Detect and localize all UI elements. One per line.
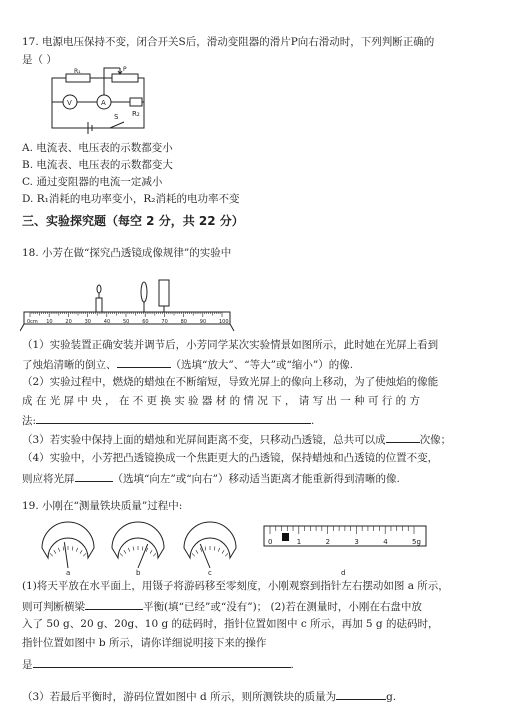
- balance-pointer-dial: [42, 522, 94, 568]
- q18-part4-line1: （4）实验中，小芳把凸透镜换成一个焦距更大的凸透镜，保持蜡烛和凸透镜的位置不变，: [22, 452, 439, 464]
- q18-blank-2[interactable]: [36, 412, 311, 424]
- q18-part3: [22, 431, 451, 447]
- q18-blank-4[interactable]: [75, 470, 113, 482]
- q19-part3-text-a: （3）若最后平衡时，游码位置如图中 d 所示，则所测铁块的质量为: [22, 691, 337, 703]
- ruler-label: 20: [65, 319, 72, 325]
- q17-stem-line2: 是（ ）: [22, 54, 57, 66]
- scale-label: 3: [354, 538, 359, 546]
- q18-part2-text-b: .: [311, 415, 315, 427]
- ruler-label: 0cm: [27, 319, 38, 325]
- ruler-label: 30: [84, 319, 91, 325]
- section-3-heading: 三、实验探究题（每空 2 分，共 22 分）: [22, 214, 244, 228]
- q19-balance-figures: [38, 518, 428, 576]
- q18-part1-text-b: （选填“放大”、“等大”或“缩小”）的像.: [170, 359, 354, 371]
- ruler-label: 100: [219, 319, 229, 325]
- q19-part1-line1: (1)将天平放在水平面上，用镊子将游码移至零刻度，小刚观察到指针左右摆动如图 a 所示，: [22, 580, 449, 592]
- figure-label: b: [136, 569, 141, 576]
- ruler-label: 90: [199, 319, 207, 325]
- scale-label: 1: [296, 538, 302, 546]
- q17-option-d: D. R₁消耗的电功率变小，R₂消耗的电功率不变: [22, 193, 240, 205]
- q19-part1-line2: [22, 598, 422, 614]
- q17-circuit-diagram: [44, 66, 156, 136]
- q18-blank-1[interactable]: [117, 356, 171, 368]
- q18-part4-text-b: （选填“向左”或“向右”）移动适当距离才能重新得到清晰的像.: [112, 473, 400, 485]
- scale-label: 2: [325, 538, 331, 546]
- q18-part2-line1: （2）实验过程中，燃烧的蜡烛在不断缩短，导致光屏上的像向上移动，为了使烛焰的像能: [22, 376, 439, 388]
- q19-part1-line4: 指针位置如图中 b 所示，请你详细说明接下来的操作: [22, 637, 267, 649]
- q19-part1-text-a: 则可判断横梁: [22, 601, 85, 613]
- q18-optical-bench: [20, 274, 235, 334]
- label-r2: R₂: [132, 110, 140, 118]
- q17-option-b: B. 电流表、电压表的示数都变大: [22, 159, 173, 171]
- q19-part1-text-e-b: .: [290, 659, 294, 671]
- q17-option-c: C. 通过变阻器的电流一定减小: [22, 176, 163, 188]
- label-a: A: [101, 99, 106, 107]
- figure-label: c: [208, 569, 212, 576]
- scale-label: 4: [383, 538, 388, 546]
- figure-label: a: [66, 569, 71, 576]
- q18-part1-line1: （1）实验装置正确安装并调节后，小芳同学某次实验情景如图所示，此时她在光屏上看到: [22, 339, 439, 351]
- q18-part4-line2: [22, 470, 400, 486]
- q18-part1-line2: [22, 356, 353, 372]
- label-s: S: [114, 113, 119, 121]
- figure-label: d: [341, 569, 346, 576]
- q19-part1-text-e-a: 是: [22, 659, 33, 671]
- scale-label: 0: [268, 538, 273, 546]
- q19-blank-3[interactable]: [336, 688, 386, 700]
- q18-part1-text-a: 了烛焰清晰的倒立、: [22, 359, 117, 371]
- q19-stem: 19. 小刚在“测量铁块质量”过程中:: [22, 500, 183, 512]
- q18-part3-text-b: 次像；: [419, 434, 452, 446]
- label-v: V: [67, 99, 72, 107]
- ruler-label: 80: [180, 319, 187, 325]
- ruler-label: 10: [46, 319, 53, 325]
- ruler-label: 60: [142, 319, 149, 325]
- scale-label: 5g: [412, 538, 421, 546]
- ruler-label: 70: [161, 319, 168, 325]
- q17-option-a: A. 电流表、电压表的示数都变小: [22, 142, 173, 154]
- q19-blank-2[interactable]: [33, 656, 291, 668]
- q19-part1-text-b: 平衡(填“已经”或“没有”)； (2)若在测量时，小刚在右盘中放: [143, 601, 422, 613]
- ruler-label: 50: [123, 319, 130, 325]
- q18-part2-line2: 成 在 光 屏 中 央 ， 在 不 更 换 实 验 器 材 的 情 况 下 ， 请 写 出 一 种 可 行 的 方: [22, 395, 420, 407]
- balance-pointer-dial: [184, 522, 236, 568]
- ruler-label: 40: [103, 319, 111, 325]
- q19-part1-line5: [22, 656, 294, 672]
- q18-part3-text-a: （3）若实验中保持上面的蜡烛和光屏间距离不变，只移动凸透镜，总共可以成: [22, 434, 386, 446]
- q18-part4-text-a: 则应将光屏: [22, 473, 75, 485]
- balance-pointer-dial: [112, 522, 164, 568]
- q19-part3: [22, 688, 396, 704]
- q18-part2-line3: [22, 412, 314, 428]
- label-r1: R₁: [74, 68, 81, 75]
- q19-blank-1[interactable]: [85, 598, 143, 610]
- q18-stem: 18. 小芳在做“探究凸透镜成像规律”的实验中: [22, 247, 232, 259]
- rider-icon: [282, 533, 289, 541]
- q17-stem-line1: 17. 电源电压保持不变，闭合开关S后，滑动变阻器的滑片P向右滑动时，下列判断正确的: [22, 36, 435, 48]
- q19-part1-line3: 入了 50 g、20 g、20g、10 g 的砝码时，指针位置如图中 c 所示，再加 5 g 的砝码时，: [22, 618, 439, 630]
- q19-part3-text-b: g.: [386, 691, 397, 703]
- q18-part2-text-a: 法:: [22, 415, 37, 427]
- label-p: P: [123, 66, 127, 73]
- q18-blank-3[interactable]: [386, 431, 420, 443]
